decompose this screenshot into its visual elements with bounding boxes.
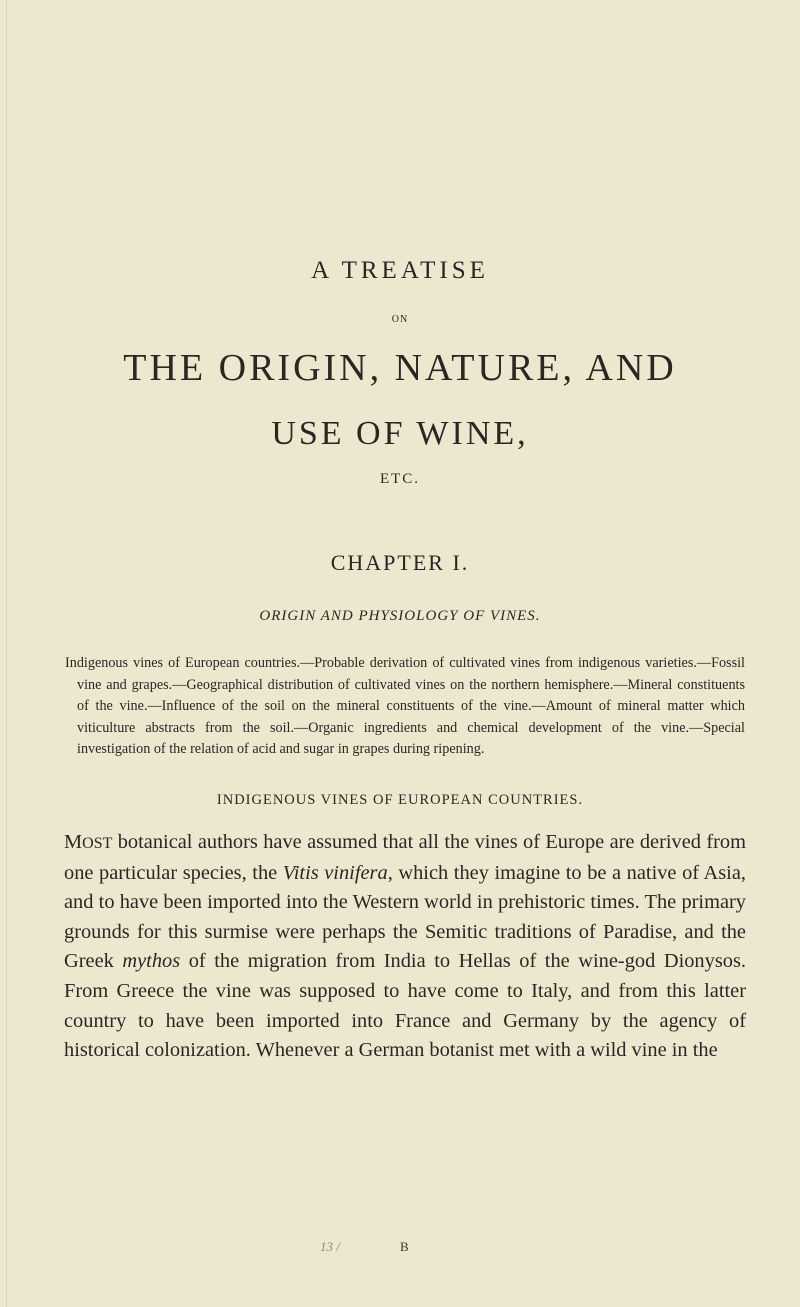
title-etc: ETC. [379,471,421,487]
pencil-folio-mark: 13 / [320,1239,340,1254]
drop-initial: M [64,831,83,853]
chapter-summary: Indigenous vines of European countries.—Probable derivation of cultivated vines from indigenous varieties.—Fossil vine and grapes.—Geographical distribution of cultivated vines on the northern hemisphere.—Mineral constituents of the vine.—Influence of the soil on the mineral constituents of the vine.—Amount of mineral matter which viticulture abstracts from the soil.—Organic ingredients and chemical development of the vine.—Special investigation of the relation of acid and sugar in grapes during ripening. [65,655,745,757]
chapter-subtitle: ORIGIN AND PHYSIOLOGY OF VINES. [259,608,541,624]
body-text-3: of the migration from India to Hellas of the wine-god Dionysos. From Greece the vine was supposed to have come to Italy, and from this latter country to have been imported into France and Germany by the agency of historical colonization. Whenever a German botanist met with a wild vine in the [64,950,746,1062]
body-paragraph [64,828,746,1066]
title-treatise: A TREATISE [311,257,489,284]
body-text-2: , which they imagine to be a native of Asia, and to have been imported into the Western world in prehistoric times. The primary grounds for this surmise were perhaps the Semitic traditions of Paradise, and the Greek [64,861,746,973]
page-edge [6,0,7,1307]
italic-vitis-vinifera: Vitis vinifera [282,861,388,884]
chapter-heading: CHAPTER I. [330,550,470,575]
body-text-1: botanical authors have assumed that all the vines of Europe are derived from one particular species, the [64,831,746,884]
title-line-1: THE ORIGIN, NATURE, AND [123,347,677,389]
title-line-2: USE OF WINE, [271,415,529,452]
signature-mark: B [400,1239,409,1254]
italic-mythos: mythos [122,950,181,973]
title-on: ON [391,314,409,325]
initial-small-caps: OST [82,835,113,852]
section-heading: INDIGENOUS VINES OF EUROPEAN COUNTRIES. [216,792,584,808]
